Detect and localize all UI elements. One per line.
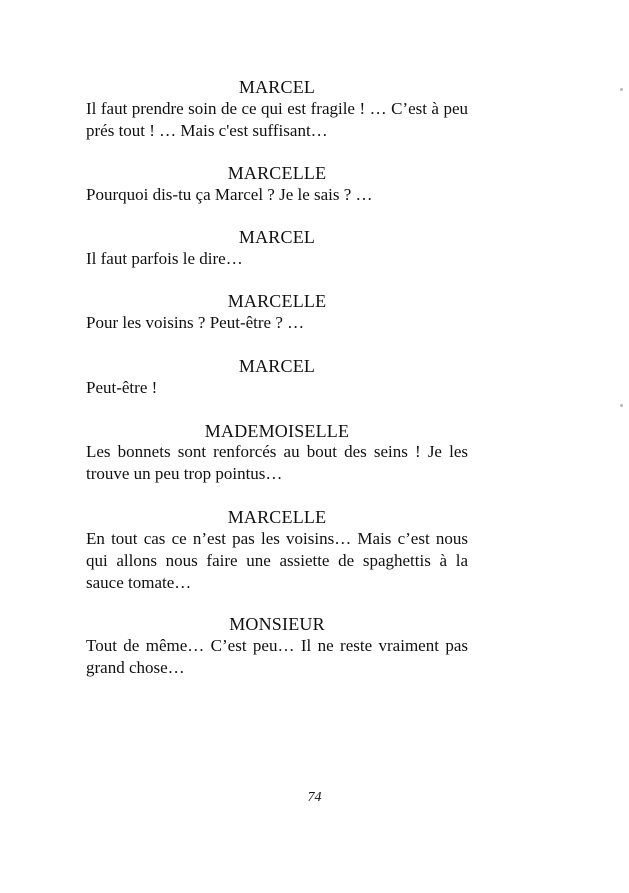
dialogue-line: Les bonnets sont renforcés au bout des seins ! Je les trouve un peu trop pointus… xyxy=(86,442,468,483)
dialogue-line: Pourquoi dis-tu ça Marcel ? Je le sais ? … xyxy=(86,185,373,204)
speaker-name: MARCEL xyxy=(238,77,316,97)
dialogue-line: Pour les voisins ? Peut-être ? … xyxy=(86,313,305,332)
speaker-name: MONSIEUR xyxy=(229,614,325,634)
dialogue-line: En tout cas ce n’est pas les voisins… Mais c’est nous qui allons nous faire une assiette de spaghettis à la sauce tomate… xyxy=(86,529,468,592)
speaker-name: MARCEL xyxy=(238,227,316,247)
speaker-name: MARCEL xyxy=(238,356,316,376)
speaker-name: MADEMOISELLE xyxy=(204,421,350,441)
page-number: 74 xyxy=(307,790,322,805)
dialogue-line: Tout de même… C’est peu… Il ne reste vraiment pas grand chose… xyxy=(86,636,468,677)
speaker-name: MARCELLE xyxy=(227,507,327,527)
dialogue-line: Peut-être ! xyxy=(86,378,158,397)
dialogue-line: Il faut prendre soin de ce qui est fragile ! … C’est à peu prés tout ! … Mais c'est suffisant… xyxy=(86,99,468,140)
scan-mark xyxy=(620,88,623,91)
speaker-name: MARCELLE xyxy=(227,291,327,311)
scan-mark xyxy=(620,404,623,407)
speaker-name: MARCELLE xyxy=(227,163,327,183)
dialogue-line: Il faut parfois le dire… xyxy=(86,249,243,268)
